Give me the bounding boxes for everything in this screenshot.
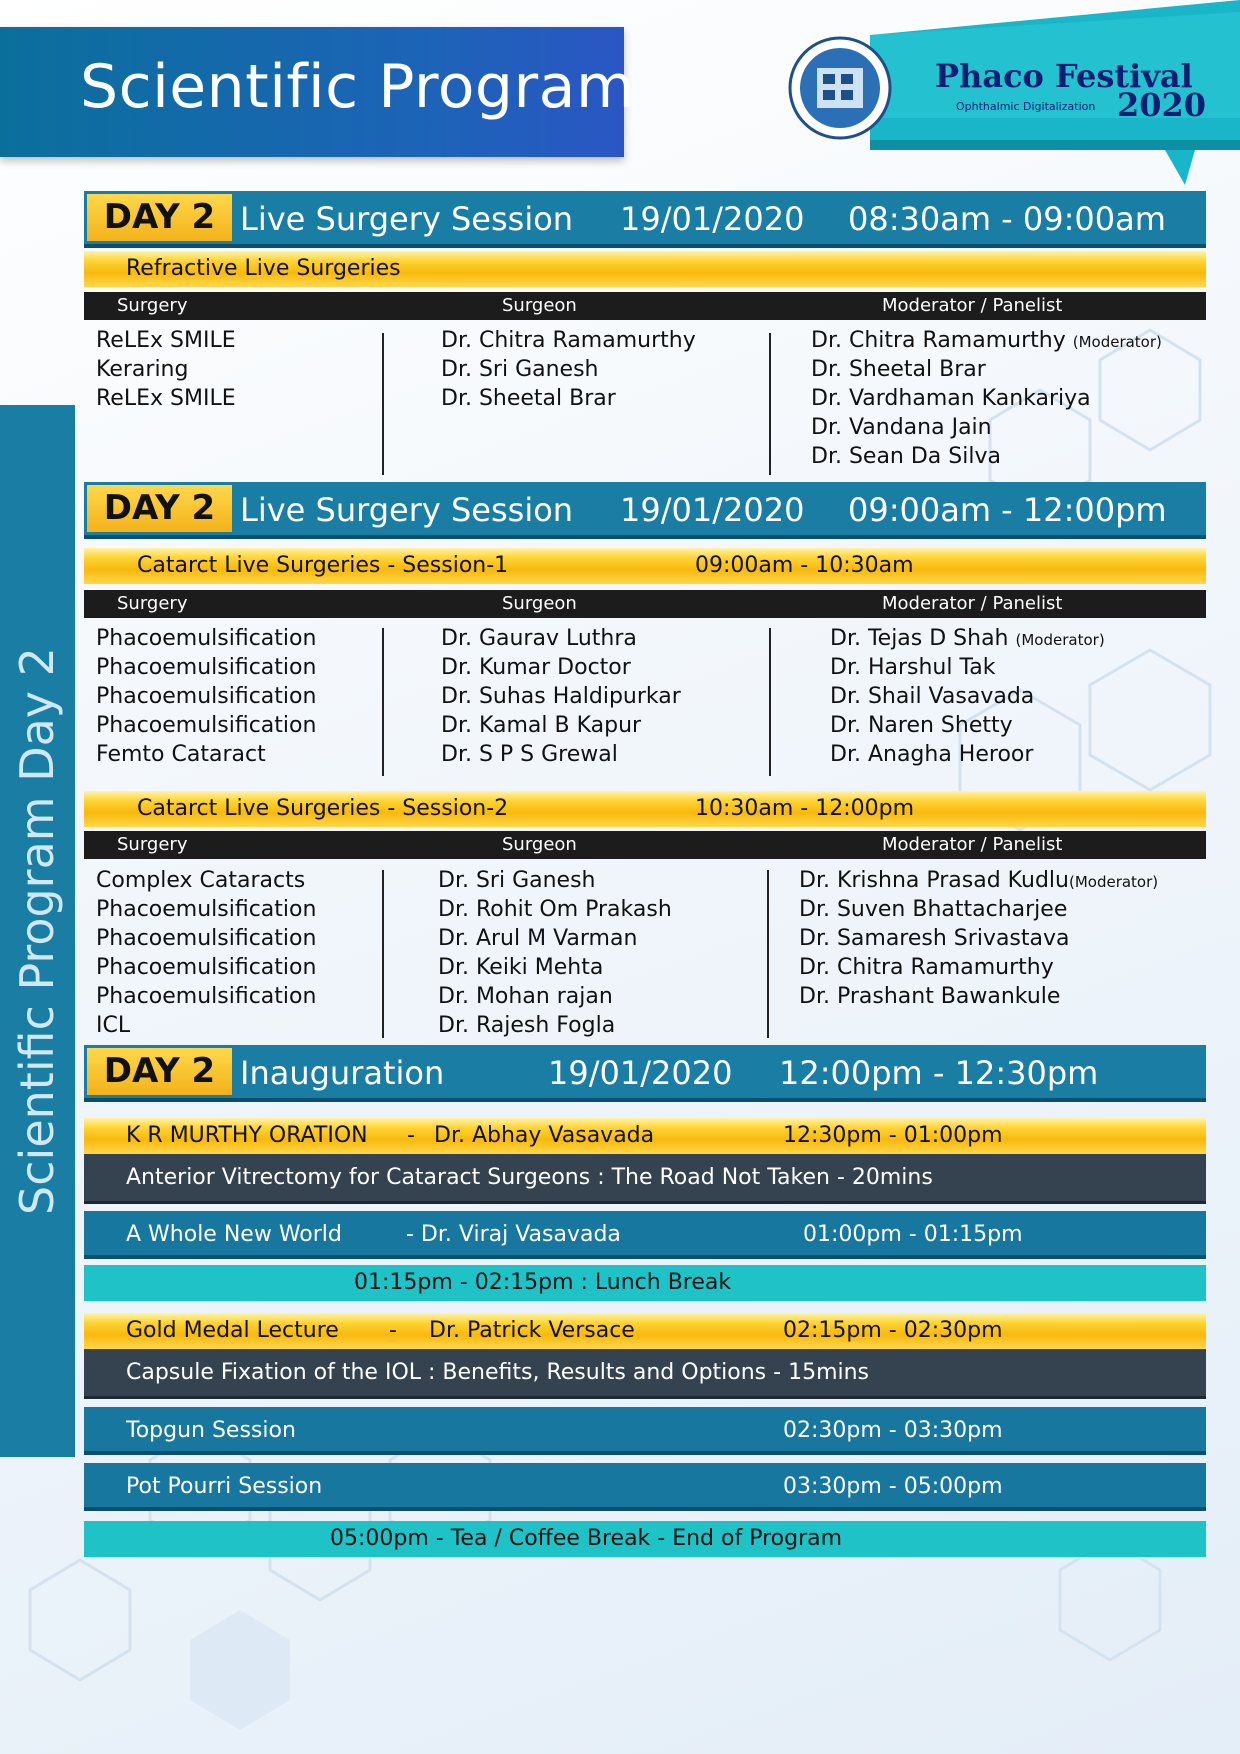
gold-medal-topic: Capsule Fixation of the IOL : Benefits, Results and Options - 15mins [126, 1360, 870, 1385]
list-item: Keraring [96, 357, 189, 382]
session-name: Live Surgery Session [240, 491, 574, 529]
list-item: Dr. Anagha Heroor [830, 742, 1034, 767]
talk-time: 01:00pm - 01:15pm [803, 1222, 1023, 1247]
topgun-title: Topgun Session [126, 1418, 296, 1443]
column-divider [769, 333, 771, 475]
panel-list [830, 624, 1105, 769]
column-divider [382, 333, 384, 475]
subsection-bar [84, 251, 1206, 287]
list-item: Dr. Vandana Jain [811, 415, 992, 440]
subsection-name: Refractive Live Surgeries [126, 256, 401, 281]
oration-topic-bar [84, 1154, 1206, 1204]
pot-pourri-title: Pot Pourri Session [126, 1474, 323, 1499]
list-item: Dr. S P S Grewal [441, 742, 618, 767]
list-item: Dr. Sri Ganesh [438, 868, 596, 893]
list-item: Phacoemulsification [96, 713, 317, 738]
day-badge: DAY 2 [87, 1048, 232, 1095]
list-item: Dr. Vardhaman Kankariya [811, 386, 1091, 411]
day-badge: DAY 2 [87, 485, 232, 532]
list-item: Dr. Arul M Varman [438, 926, 638, 951]
list-item: Dr. Mohan rajan [438, 984, 613, 1009]
column-surgery: Surgery [117, 295, 188, 316]
session-header [84, 191, 1206, 248]
talk-title: A Whole New World [126, 1222, 342, 1247]
list-item: Dr. Chitra Ramamurthy [799, 955, 1054, 980]
list-item: Dr. Harshul Tak [830, 655, 996, 680]
oration-dash: - [407, 1123, 415, 1148]
list-item: Dr. Naren Shetty [830, 713, 1013, 738]
gold-medal-bar [84, 1313, 1206, 1349]
session-header [84, 482, 1206, 539]
inauguration-time: 12:00pm - 12:30pm [779, 1054, 1099, 1092]
list-item: Phacoemulsification [96, 926, 317, 951]
column-divider [382, 870, 384, 1038]
list-item: Dr. Rajesh Fogla [438, 1013, 616, 1038]
list-item: Dr. Sheetal Brar [441, 386, 616, 411]
column-surgeon: Surgeon [502, 834, 577, 855]
panel-list [811, 326, 1162, 471]
column-moderator: Moderator / Panelist [882, 834, 1063, 855]
surgery-list [96, 326, 236, 413]
list-item: Dr. Tejas D Shah [830, 626, 1009, 651]
subsection-name: Catarct Live Surgeries - Session-2 [137, 796, 509, 821]
end-of-program-bar [84, 1521, 1206, 1557]
list-item: Complex Cataracts [96, 868, 306, 893]
moderator-note: (Moderator) [1068, 873, 1159, 891]
surgery-list [96, 866, 316, 1040]
list-item: Dr. Sean Da Silva [811, 444, 1001, 469]
pot-pourri-bar [84, 1463, 1206, 1511]
logo-title: Phaco Festival [935, 57, 1193, 95]
topgun-bar [84, 1407, 1206, 1455]
list-item: Dr. Chitra Ramamurthy [811, 328, 1066, 353]
column-surgeon: Surgeon [502, 593, 577, 614]
surgeon-list [441, 326, 696, 413]
column-moderator: Moderator / Panelist [882, 593, 1063, 614]
list-item: ICL [96, 1013, 131, 1038]
list-item: Phacoemulsification [96, 684, 317, 709]
session-time: 09:00am - 12:00pm [848, 491, 1167, 529]
list-item: Dr. Suhas Haldipurkar [441, 684, 681, 709]
list-item: ReLEx SMILE [96, 386, 236, 411]
topgun-time: 02:30pm - 03:30pm [783, 1418, 1003, 1443]
list-item: Dr. Krishna Prasad Kudlu [799, 868, 1069, 893]
logo-subtitle: Ophthalmic Digitalization [956, 100, 1096, 113]
inauguration-title: Inauguration [240, 1054, 445, 1092]
gold-medal-time: 02:15pm - 02:30pm [783, 1318, 1003, 1343]
lunch-break-bar [84, 1265, 1206, 1301]
gold-medal-dash: - [389, 1318, 397, 1343]
oration-topic: Anterior Vitrectomy for Cataract Surgeons : The Road Not Taken - 20mins [126, 1165, 933, 1190]
oration-speaker: Dr. Abhay Vasavada [434, 1123, 655, 1148]
column-header [84, 292, 1206, 320]
column-surgery: Surgery [117, 593, 188, 614]
list-item: Phacoemulsification [96, 626, 317, 651]
subsection-time: 10:30am - 12:00pm [695, 796, 915, 821]
list-item: Dr. Kumar Doctor [441, 655, 631, 680]
subsection-bar [84, 791, 1206, 827]
moderator-note: (Moderator) [1072, 333, 1162, 351]
list-item: Dr. Gaurav Luthra [441, 626, 637, 651]
list-item: Dr. Sri Ganesh [441, 357, 599, 382]
subsection-time: 09:00am - 10:30am [695, 553, 914, 578]
list-item: ReLEx SMILE [96, 328, 236, 353]
gold-medal-topic-bar [84, 1349, 1206, 1399]
logo-year: 2020 [1117, 86, 1207, 124]
column-header [84, 590, 1206, 618]
session-date: 19/01/2020 [620, 200, 805, 238]
talk-bar [84, 1211, 1206, 1259]
list-item: Dr. Rohit Om Prakash [438, 897, 672, 922]
list-item: Dr. Sheetal Brar [811, 357, 986, 382]
list-item: Dr. Keiki Mehta [438, 955, 604, 980]
end-of-program-text: 05:00pm - Tea / Coffee Break - End of Program [330, 1526, 843, 1551]
list-item: Dr. Kamal B Kapur [441, 713, 642, 738]
moderator-note: (Moderator) [1015, 631, 1105, 649]
list-item: Dr. Suven Bhattacharjee [799, 897, 1068, 922]
list-item: Phacoemulsification [96, 984, 317, 1009]
list-item: Phacoemulsification [96, 955, 317, 980]
inauguration-date: 19/01/2020 [548, 1054, 733, 1092]
subsection-name: Catarct Live Surgeries - Session-1 [137, 553, 509, 578]
day-badge: DAY 2 [87, 194, 232, 241]
side-label: Scientific Program Day 2 [10, 647, 64, 1215]
session-date: 19/01/2020 [620, 491, 805, 529]
column-header [84, 831, 1206, 859]
surgeon-list [438, 866, 672, 1040]
oration-label: K R MURTHY ORATION [126, 1123, 368, 1148]
column-divider [767, 870, 769, 1038]
subsection-bar [84, 548, 1206, 584]
pot-pourri-time: 03:30pm - 05:00pm [783, 1474, 1003, 1499]
gold-medal-speaker: Dr. Patrick Versace [429, 1318, 635, 1343]
list-item: Dr. Shail Vasavada [830, 684, 1035, 709]
column-divider [382, 628, 384, 776]
list-item: Dr. Samaresh Srivastava [799, 926, 1070, 951]
session-time: 08:30am - 09:00am [848, 200, 1166, 238]
column-surgery: Surgery [117, 834, 188, 855]
surgeon-list [441, 624, 681, 769]
list-item: Femto Cataract [96, 742, 266, 767]
column-surgeon: Surgeon [502, 295, 577, 316]
panel-list [799, 866, 1158, 1011]
column-moderator: Moderator / Panelist [882, 295, 1063, 316]
list-item: Phacoemulsification [96, 897, 317, 922]
gold-medal-label: Gold Medal Lecture [126, 1318, 339, 1343]
inauguration-header [84, 1045, 1206, 1102]
oration-bar [84, 1118, 1206, 1154]
lunch-break-text: 01:15pm - 02:15pm : Lunch Break [354, 1270, 732, 1295]
talk-speaker: - Dr. Viraj Vasavada [406, 1222, 621, 1247]
oration-time: 12:30pm - 01:00pm [783, 1123, 1003, 1148]
list-item: Dr. Chitra Ramamurthy [441, 328, 696, 353]
list-item: Phacoemulsification [96, 655, 317, 680]
surgery-list [96, 624, 316, 769]
list-item: Dr. Prashant Bawankule [799, 984, 1061, 1009]
page-title: Scientific Program [80, 52, 635, 122]
column-divider [769, 628, 771, 776]
session-name: Live Surgery Session [240, 200, 574, 238]
